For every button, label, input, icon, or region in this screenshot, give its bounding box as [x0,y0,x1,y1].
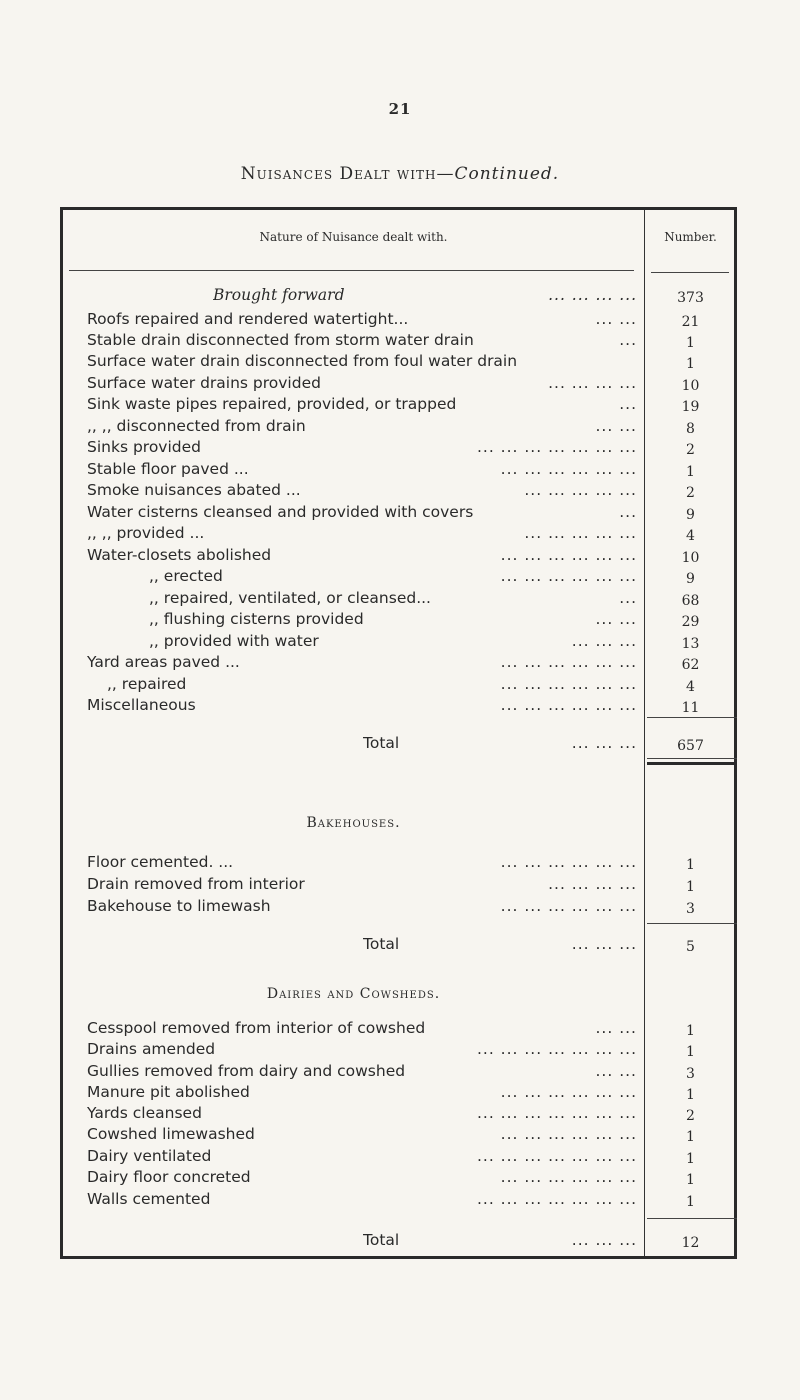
row-leader-dots: ... ... ... ... ... ... [500,567,637,585]
table-row [87,459,637,479]
row-leader-dots: ... ... ... ... ... ... ... [476,1040,637,1058]
row-label: Yard areas paved ... [87,653,240,671]
row-leader-dots: ... ... ... [571,734,637,752]
dairy-row [87,1061,637,1081]
row-leader-dots: ... ... ... ... ... [524,524,637,542]
row-label: Stable floor paved ... [87,460,249,478]
nuisances-table [60,207,737,1259]
row-number: 1 [686,1087,695,1103]
table-row [87,351,637,371]
row-leader-dots: ... ... ... ... ... ... ... [476,1190,637,1208]
dairies-total-row [363,1230,637,1250]
row-label: Gullies removed from dairy and cowshed [87,1062,406,1080]
dairy-row [87,1103,637,1123]
row-number: 19 [681,399,700,415]
row-number: 373 [677,290,704,306]
row-label: Floor cemented. ... [87,853,234,871]
dairy-row [87,1167,637,1187]
bakehouse-row [87,852,637,872]
table-row [149,588,637,608]
total-rule [647,1218,737,1219]
total-rule [647,717,737,718]
table-row [87,373,637,393]
nuisances-total-row [363,733,637,753]
bakehouse-row [87,874,637,894]
row-number: 1 [686,857,695,873]
row-number: 1 [686,356,695,372]
row-label: Cowshed limewashed [87,1125,255,1143]
row-number: 1 [686,464,695,480]
dairy-row [87,1082,637,1102]
row-number: 2 [686,1108,695,1124]
row-leader-dots: ... ... ... ... ... ... ... [476,438,637,456]
bakehouses-heading: Bakehouses. [306,815,401,831]
row-leader-dots: ... ... ... ... ... [524,481,637,499]
total-rule [647,758,737,759]
dairy-row [87,1124,637,1144]
bakehouse-row [87,896,637,916]
row-number: 2 [686,485,695,501]
row-leader-dots: ... ... ... ... ... ... [500,897,637,915]
table-row [87,309,637,329]
row-label: Miscellaneous [87,696,196,714]
table-row [87,545,637,565]
row-number: 1 [686,1044,695,1060]
row-number: 1 [686,1151,695,1167]
row-leader-dots: ... ... ... [571,632,637,650]
row-label: ,, repaired, ventilated, or cleansed... [149,589,431,607]
row-leader-dots: ... ... ... ... ... ... [500,460,637,478]
row-label: Sink waste pipes repaired, provided, or trapped [87,395,457,413]
table-row [87,394,637,414]
row-number: 1 [686,1023,695,1039]
page-title-continued: Continued. [454,164,560,184]
row-leader-dots: ... ... ... ... ... ... [500,696,637,714]
total-rule [647,923,737,924]
row-label: Smoke nuisances abated ... [87,481,301,499]
table-row [87,416,637,436]
row-label: Walls cemented [87,1190,211,1208]
table-row [87,437,637,457]
row-leader-dots: ... ... ... [571,935,637,953]
row-number: 5 [686,939,695,955]
row-number: 8 [686,421,695,437]
row-label: Surface water drains provided [87,374,321,392]
table-row [87,695,637,715]
dairy-row [87,1018,637,1038]
row-leader-dots: ... ... ... ... ... ... [500,853,637,871]
row-leader-dots: ... ... [595,1062,637,1080]
total-double-rule [647,762,737,765]
page-title [0,164,800,184]
row-leader-dots: ... ... ... ... [548,374,637,392]
bakehouses-total-row [363,934,637,954]
row-leader-dots: ... ... ... ... ... ... [500,1125,637,1143]
table-row [149,631,637,651]
row-label: Roofs repaired and rendered watertight... [87,310,409,328]
row-number: 3 [686,1066,695,1082]
row-label: Total [363,1231,400,1249]
row-leader-dots: ... ... ... ... ... ... [500,546,637,564]
row-leader-dots: ... ... ... ... ... ... [500,1168,637,1186]
row-label: Total [363,935,400,953]
header-rule [651,272,729,273]
row-leader-dots: ... [619,503,637,521]
brought-forward-row [213,285,637,305]
row-number: 1 [686,1194,695,1210]
row-leader-dots: ... ... [595,610,637,628]
table-row [87,480,637,500]
dairy-row [87,1039,637,1059]
row-number: 2 [686,442,695,458]
row-number: 9 [686,571,695,587]
row-number: 13 [681,636,700,652]
row-number: 4 [686,679,695,695]
row-leader-dots: ... [619,589,637,607]
row-leader-dots: ... ... ... ... [548,286,637,304]
table-row [149,609,637,629]
row-label: Dairy floor concreted [87,1168,251,1186]
header-rule [69,270,634,271]
row-label: ,, ,, provided ... [87,524,205,542]
row-number: 1 [686,335,695,351]
row-number: 21 [681,314,700,330]
row-number: 1 [686,879,695,895]
row-leader-dots: ... ... ... [571,1231,637,1249]
row-label: Water cisterns cleansed and provided with covers [87,503,474,521]
row-number: 29 [681,614,700,630]
page-title-main: Nuisances Dealt with— [240,164,455,184]
row-number: 9 [686,507,695,523]
row-label: Cesspool removed from interior of cowshed [87,1019,426,1037]
row-number: 657 [677,738,704,754]
row-label: ,, erected [149,567,223,585]
row-label: Sinks provided [87,438,201,456]
row-label: Drains amended [87,1040,216,1058]
row-label: ,, ,, disconnected from drain [87,417,306,435]
table-row [87,652,637,672]
table-row [87,330,637,350]
row-leader-dots: ... ... ... ... ... ... ... [476,1104,637,1122]
row-number: 10 [681,378,700,394]
table-row [107,674,637,694]
header-nature: Nature of Nuisance dealt with. [259,230,448,244]
row-number: 12 [681,1235,700,1251]
row-leader-dots: ... ... ... ... ... ... [500,653,637,671]
row-label: ,, flushing cisterns provided [149,610,364,628]
row-number: 4 [686,528,695,544]
row-label: ,, repaired [107,675,187,693]
table-row [87,523,637,543]
row-label: ,, provided with water [149,632,319,650]
row-label: Yards cleansed [87,1104,202,1122]
row-number: 11 [681,700,700,716]
row-label: Total [363,734,400,752]
table-row [149,566,637,586]
header-number: Number. [664,230,717,244]
row-leader-dots: ... ... [595,417,637,435]
row-label: Stable drain disconnected from storm water drain [87,331,474,349]
row-leader-dots: ... ... ... ... ... ... [500,1083,637,1101]
row-label: Manure pit abolished [87,1083,250,1101]
row-leader-dots: ... ... ... ... ... ... [500,675,637,693]
row-leader-dots: ... [619,395,637,413]
dairy-row [87,1189,637,1209]
row-label: Brought forward [213,286,345,304]
page-number: 21 [388,100,412,118]
row-number: 3 [686,901,695,917]
row-number: 68 [681,593,700,609]
row-label: Dairy ventilated [87,1147,212,1165]
row-label: Bakehouse to limewash [87,897,271,915]
row-leader-dots: ... ... ... ... [548,875,637,893]
row-label: Water-closets abolished [87,546,272,564]
dairy-row [87,1146,637,1166]
row-number: 62 [681,657,700,673]
row-leader-dots: ... [619,331,637,349]
row-leader-dots: ... ... [595,1019,637,1037]
row-number: 1 [686,1129,695,1145]
row-number: 1 [686,1172,695,1188]
row-leader-dots: ... ... ... ... ... ... ... [476,1147,637,1165]
table-row [87,502,637,522]
row-label: Drain removed from interior [87,875,305,893]
dairies-heading: Dairies and Cowsheds. [266,986,441,1002]
row-leader-dots: ... ... [595,310,637,328]
row-number: 10 [681,550,700,566]
row-label: Surface water drain disconnected from foul water drain [87,352,518,370]
